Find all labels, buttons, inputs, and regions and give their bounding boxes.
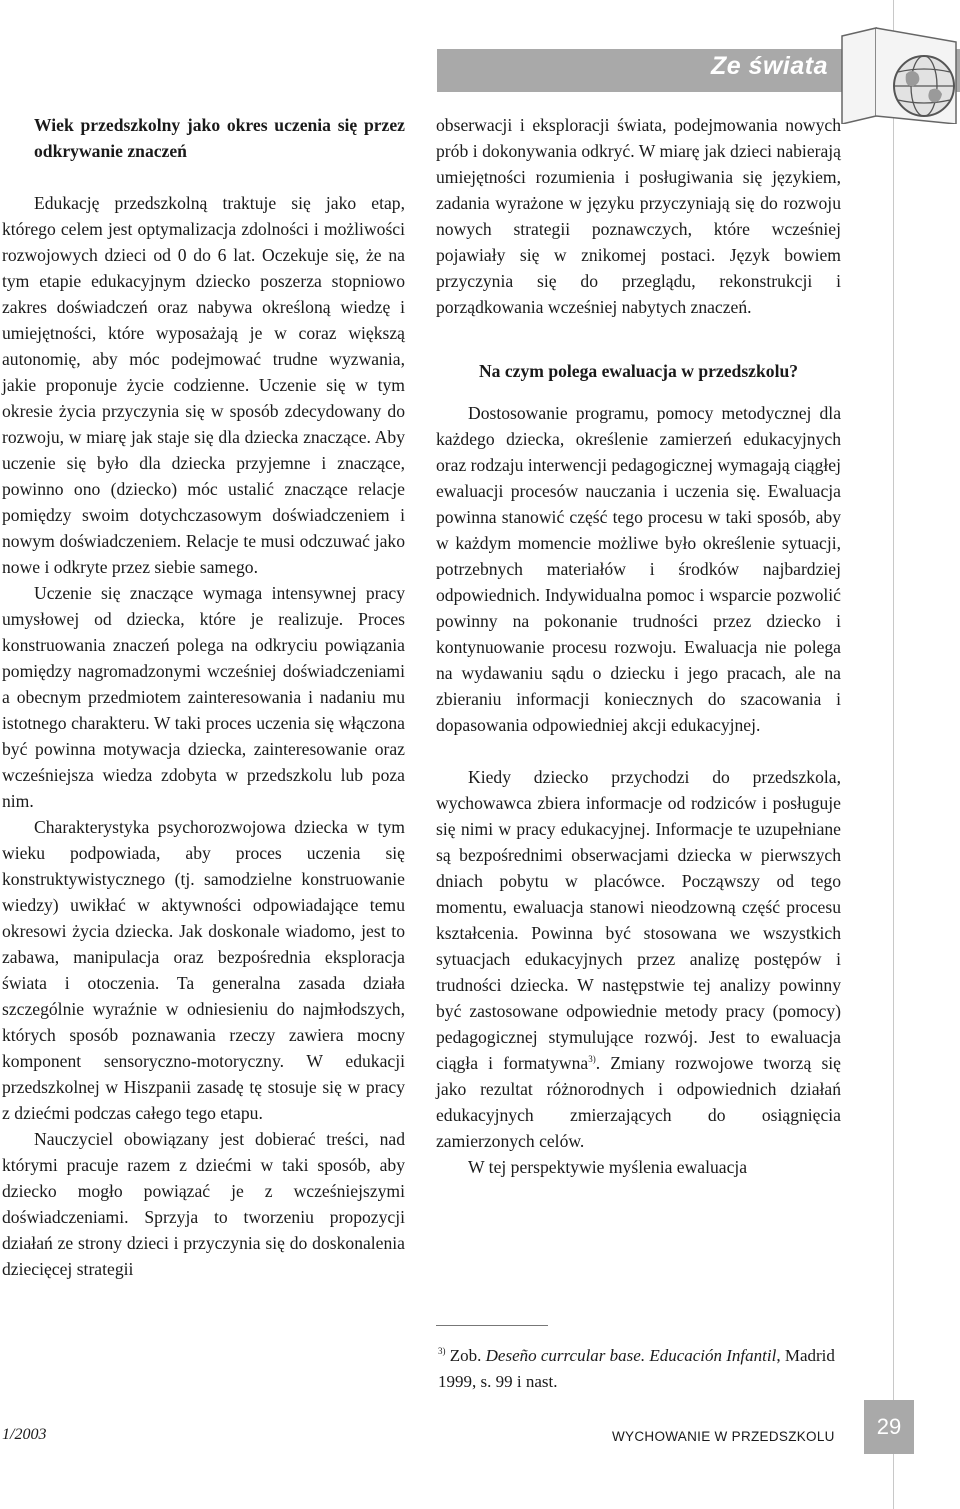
paragraph: Nauczyciel obowiązany jest dobierać treści, nad którymi pracuje razem z dziećmi w taki sposób, aby dziecko mogło powiązać je z wcześniejszymi doświadczeniami. Sprzyja to tworzeniu propozycji działań ze strony dzieci i przyczynia się do doskonalenia dziecięcej strategii — [2, 1129, 405, 1279]
footnote-ref: 3) — [588, 1054, 596, 1064]
footnote-rule — [436, 1325, 548, 1326]
paragraph-text: Kiedy dziecko przychodzi do przedszkola, wychowawca zbiera informacje od rodziców i posługuje się nimi w pracy edukacyjnej. Informacje te uzupełniane są bezpośrednimi obserwacjami dziecka w pierwszych dniach pobytu w placówce. Począwszy od tego momentu, ewaluacja stanowi nieodzowną część procesu kształcenia. Powinna być stosowana we wszystkich sytuacjach edukacyjnych przez analizę postępów i trudności dziecka. W następstwie tej analizy powinny być zastosowane odpowiednie metody pracy (pomocy) pedagogicznej stymulujące rozwój. Jest to ewaluacja ciągła i formatywna — [436, 767, 841, 1073]
page-number: 29 — [864, 1400, 914, 1454]
magazine-name: WYCHOWANIE W PRZEDSZKOLU — [612, 1429, 835, 1444]
footnote — [438, 1343, 848, 1395]
paragraph: Edukację przedszkolną traktuje się jako etap, którego celem jest optymalizacja zdolności i możliwości rozwojowych dzieci od 0 do 6 lat. Oczekuje się, że na tym etapie edukacyjnym dziecko poszerza stopniowo zakres doświadczeń oraz nabywa określoną wiedzę i umiejętności, które wyposażają je w coraz większą autonomię, aby móc podejmować trudne wyzwania, jakie proponuje życie codzienne. Uczenie się w tym okresie życia przyczynia się w sposób zdecydowany do rozwoju, w miarę jak staje się dla dziecka znaczące. Aby uczenie się było dla dziecka przyjemne i znaczące, powinno ono (dziecko) móc ustalić znaczące relacje pomiędzy swoim dotychczasowym doświadczeniem i nowym doświadczeniem. Relacje te musi odczuwać jako nowe i odkryte przez siebie samego. — [2, 193, 405, 577]
footnote-prefix: Zob. — [449, 1346, 486, 1365]
paragraph: Uczenie się znaczące wymaga intensywnej pracy umysłowej od dziecka, które je realizuje. Proces konstruowania znaczeń polega na odkryciu powiązania pomiędzy nagromadzonymi wcześniej doświadczeniami a obecnym przedmiotem zainteresowania i nadaniu mu istotnego charakteru. W taki proces uczenia się włączona być powinna motywacja dziecka, zainteresowanie oraz wcześniejsza wiedza zdobyta w przedszkolu lub poza nim. — [2, 583, 405, 811]
paragraph: W tej perspektywie myślenia ewaluacja — [468, 1157, 748, 1177]
page-edge-line — [893, 0, 894, 1509]
section-heading: Na czym polega ewaluacja w przedszkolu? — [478, 361, 799, 381]
issue-number: 1/2003 — [2, 1426, 47, 1443]
paragraph: Charakterystyka psychorozwojowa dziecka w tym wieku podpowiada, aby proces uczenia się konstruktywistycznego (tj. samodzielne konstruowanie wiedzy) uwikłać w aktywności odpowiadające temu okresowi życia dziecka. Jak doskonale wiadomo, jest to zabawa, manipulacja oraz bezpośrednia eksploracja świata i otoczenia. Ta generalna zasada działa szczególnie wyraźnie w odniesieniu do najmłodszych, których sposób poznawania rzeczy zawiera mocny komponent sensoryczno-motoryczny. W edukacji przedszkolnej w Hiszpanii zasadę tę stosuje się w pracy z dziećmi podczas całego tego etapu. — [2, 817, 405, 1123]
paragraph-text: . Zmiany rozwojowe tworzą się jako rezultat różnorodnych i odpowiednich działań edukacyjnych zmierzających do osiągnięcia zamierzonych celów. — [436, 1053, 841, 1151]
left-column — [2, 112, 405, 1282]
article-heading: Wiek przedszkolny jako okres uczenia się przez odkrywanie znaczeń — [34, 115, 405, 161]
footnote-marker: 3) — [438, 1346, 446, 1356]
footnote-title: Deseño currcular base. Educación Infantil — [485, 1346, 777, 1365]
paragraph — [436, 764, 841, 1154]
right-column — [436, 112, 841, 1180]
section-title: Ze świata — [710, 52, 828, 80]
paragraph: obserwacji i eksploracji świata, podejmowania nowych prób i dokonywania odkryć. W miarę jak dzieci nabierają umiejętności rozumienia i posługiwania się językiem, zadania wyrażone w języku przyczyniają się do rozwoju nowych strategii poznawczych, które wcześniej pojawiały się w znikomej postaci. Język bowiem przyczynia się do przeglądu, rekonstrukcji i porządkowania wcześniej nabytych znaczeń. — [436, 115, 841, 317]
footnote-suffix: , Madrid 1999, s. 99 i nast. — [438, 1346, 835, 1391]
globe-icon — [836, 24, 960, 124]
paragraph: Dostosowanie programu, pomocy metodycznej dla każdego dziecka, określenie zamierzeń edukacyjnych oraz rodzaju interwencji pedagogicznej wymagają ciągłej ewaluacji procesów nauczania i uczenia się. Ewaluacja powinna stanowić część tego procesu w taki sposób, aby w każdym momencie możliwe było określenie sytuacji, potrzebnych materiałów i środków najbardziej odpowiednich. Indywidualna pomoc i wsparcie pozwolić powinny na pokonanie trudności przez dziecko i kontynuowanie procesu rozwoju. Ewaluacja nie polega na wydawaniu sądu o dziecku i jego pracach, ale na zbieraniu informacji koniecznych do szacowania i dopasowania odpowiedniej akcji edukacyjnej. — [436, 403, 841, 735]
